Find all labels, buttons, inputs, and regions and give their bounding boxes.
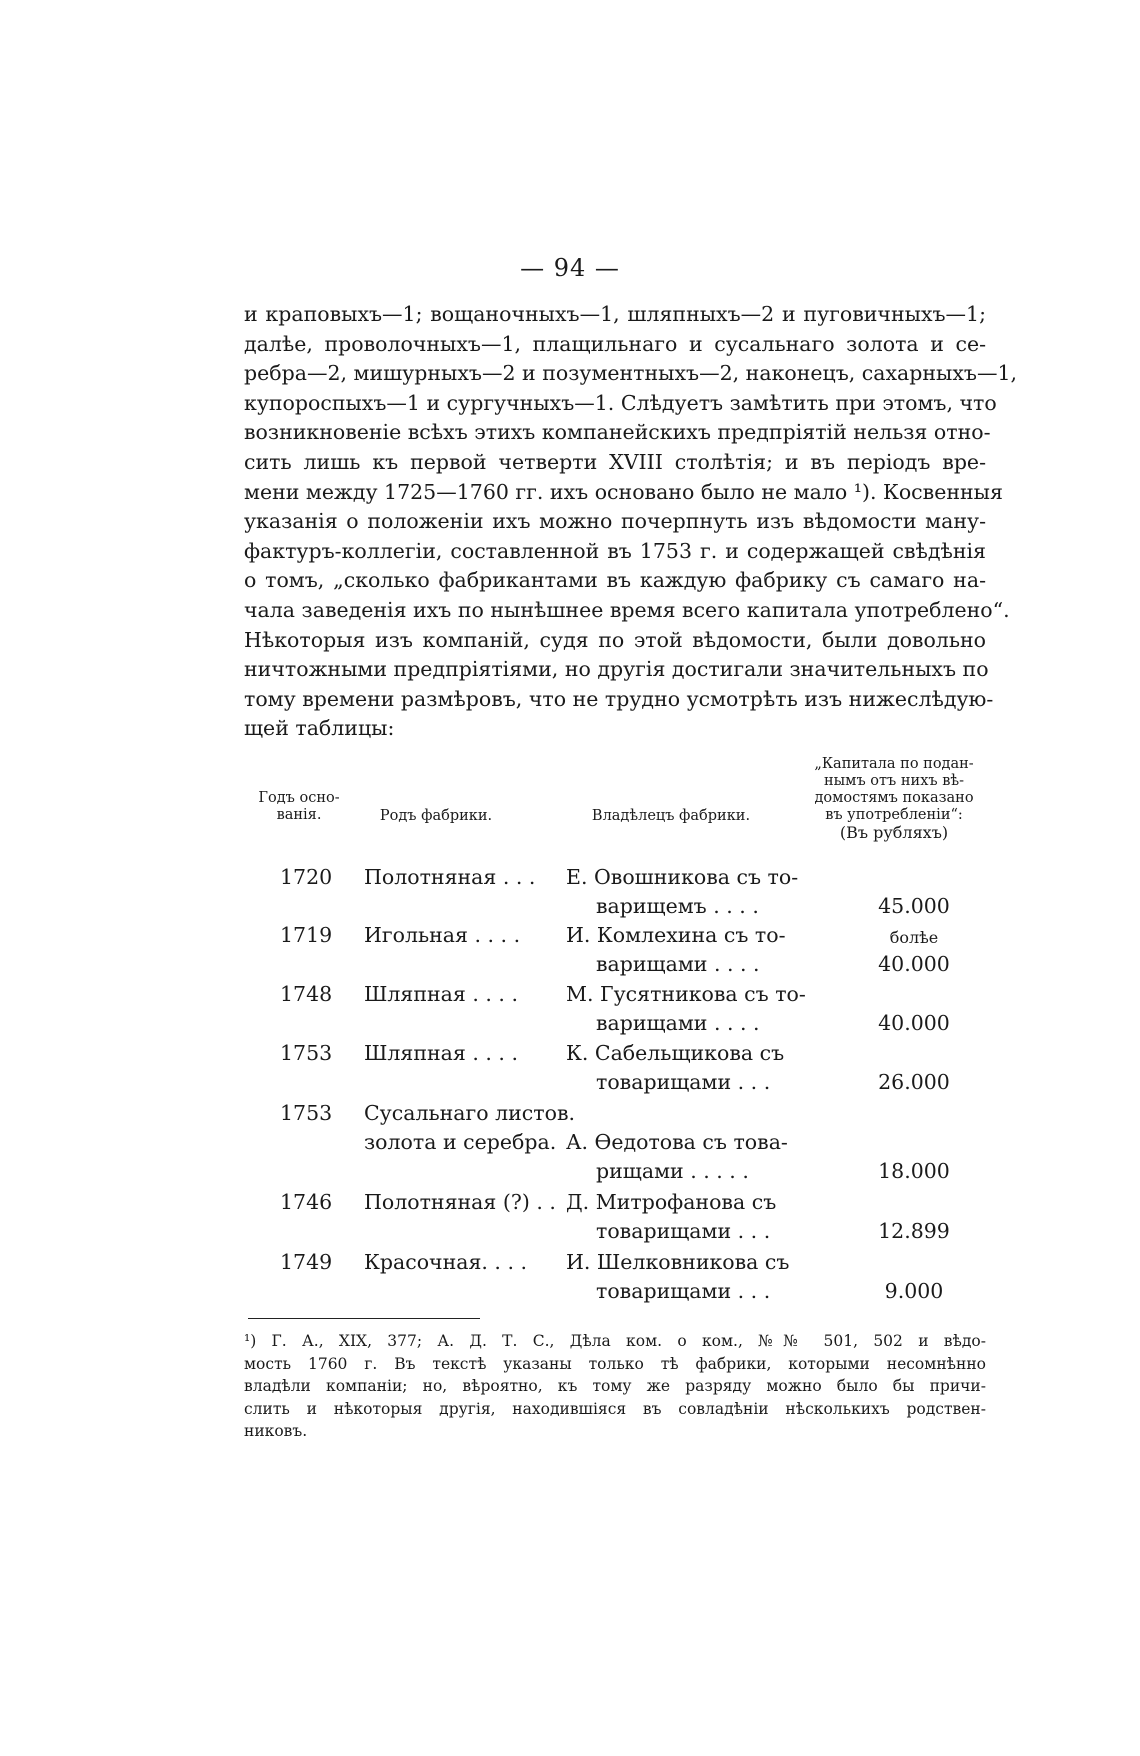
cell-year: 1720 <box>280 865 333 889</box>
text-line: далѣе, проволочныхъ—1, плащильнаго и сусальнаго золота и се- <box>244 331 986 356</box>
cell-kind: Полотняная (?) . . <box>364 1190 556 1214</box>
header-year: Годъ осно-ванія. <box>258 790 340 823</box>
text-line: сить лишь къ первой четверти XVIII столѣтія; и въ періодъ вре- <box>244 449 986 474</box>
cell-kind: Сусальнаго листов. <box>364 1101 576 1125</box>
factories-table <box>244 756 986 1307</box>
text-line: ничтожными предпріятіями, но другія достигали значительныхъ по <box>244 657 989 682</box>
header-capital <box>799 756 989 841</box>
cell-owner: И. Комлехина съ то- <box>566 923 786 947</box>
cell-value: 40.000 <box>878 1011 950 1035</box>
cell-owner-cont: товарищами . . . <box>596 1070 771 1094</box>
footnote-line: владѣли компаніи; но, вѣроятно, къ тому же разряду можно было бы причи- <box>244 1377 986 1396</box>
text-line: Нѣкоторыя изъ компаній, судя по этой вѣдомости, были довольно <box>244 627 986 652</box>
body-text <box>244 300 1018 744</box>
cell-kind: Шляпная . . . . <box>364 1041 518 1065</box>
cell-year: 1748 <box>280 982 333 1006</box>
text-line: о томъ, „сколько фабрикантами въ каждую фабрику съ самаго на- <box>244 568 986 593</box>
footnote-divider <box>248 1318 480 1319</box>
table-row <box>244 1098 986 1187</box>
header-capital-line: нымъ отъ нихъ вѣ- <box>823 773 965 789</box>
cell-owner-cont: товарищами . . . <box>596 1219 771 1243</box>
cell-owner: К. Сабельщикова съ <box>566 1041 785 1065</box>
header-capital-line: домостямъ показано <box>814 790 974 806</box>
cell-owner-cont: товарищами . . . <box>596 1279 771 1303</box>
cell-value-note: болѣе <box>889 928 939 947</box>
cell-kind: Красочная. . . . <box>364 1250 528 1274</box>
cell-kind: Шляпная . . . . <box>364 982 518 1006</box>
cell-kind: Игольная . . . . <box>364 923 521 947</box>
header-kind: Родъ фабрики. <box>379 808 493 824</box>
text-line: мени между 1725—1760 гг. ихъ основано было не мало ¹). Косвенныя <box>244 479 1003 504</box>
cell-owner-cont: варищами . . . . <box>596 952 760 976</box>
footnote-line: слить и нѣкоторыя другія, находившіяся въ совладѣніи нѣсколькихъ родствен- <box>244 1399 986 1418</box>
cell-kind: Полотняная . . . <box>364 865 536 889</box>
cell-year: 1753 <box>280 1101 333 1125</box>
cell-owner-cont: варищами . . . . <box>596 1011 760 1035</box>
header-capital-line: „Капитала по подан- <box>814 756 974 772</box>
cell-owner: А. Ѳедотова съ това- <box>566 1130 788 1154</box>
cell-value: 26.000 <box>878 1070 950 1094</box>
cell-owner: И. Шелковникова съ <box>566 1250 790 1274</box>
text-line: фактуръ-коллегіи, составленной въ 1753 г. и содержащей свѣдѣнія <box>244 538 986 563</box>
text-line: щей таблицы: <box>244 716 395 741</box>
table-row <box>244 1038 986 1098</box>
footnotes <box>244 1330 986 1443</box>
text-line: чала заведенія ихъ по нынѣшнее время всего капитала употреблено“. <box>244 597 1010 622</box>
cell-value: 45.000 <box>878 894 950 918</box>
header-owner: Владѣлецъ фабрики. <box>591 808 751 824</box>
table-row <box>244 920 986 979</box>
cell-value: 9.000 <box>884 1279 944 1303</box>
table-row <box>244 1187 986 1247</box>
header-capital-unit: (Въ рубляхъ) <box>839 823 949 842</box>
footnote-line: ¹) Г. А., XIX, 377; А. Д. Т. С., Дѣла ком. о ком., №№ 501, 502 и вѣдо- <box>244 1332 986 1350</box>
table-header <box>244 756 986 862</box>
cell-value: 12.899 <box>878 1219 950 1243</box>
cell-owner: Е. Овошникова съ то- <box>566 865 799 889</box>
cell-year: 1753 <box>280 1041 333 1065</box>
text-line: указанія о положеніи ихъ можно почерпнуть изъ вѣдомости ману- <box>244 509 986 534</box>
text-line: тому времени размѣровъ, что не трудно усмотрѣть изъ нижеслѣдую- <box>244 686 994 711</box>
page-number: — 94 — <box>520 254 620 282</box>
cell-value: 40.000 <box>878 952 950 976</box>
cell-year: 1746 <box>280 1190 333 1214</box>
cell-year: 1719 <box>280 923 333 947</box>
text-line: ребра—2, мишурныхъ—2 и позументныхъ—2, наконецъ, сахарныхъ—1, <box>244 361 1018 386</box>
cell-year: 1749 <box>280 1250 333 1274</box>
cell-value: 18.000 <box>878 1159 950 1183</box>
text-line: возникновеніе всѣхъ этихъ компанейскихъ предпріятій нельзя отно- <box>244 420 991 445</box>
text-line: купороспыхъ—1 и сургучныхъ—1. Слѣдуетъ замѣтить при этомъ, что <box>244 390 997 415</box>
footnote-line: мость 1760 г. Въ текстѣ указаны только тѣ фабрики, которыми несомнѣнно <box>244 1354 986 1373</box>
footnote-line: никовъ. <box>244 1422 308 1441</box>
table-row <box>244 979 986 1038</box>
cell-owner: Д. Митрофанова съ <box>566 1190 777 1214</box>
cell-kind-cont: золота и серебра. <box>364 1130 557 1154</box>
cell-owner-cont: варищемъ . . . . <box>596 894 759 918</box>
table-row <box>244 862 986 920</box>
cell-owner-cont: рищами . . . . . <box>596 1159 749 1183</box>
header-capital-line: въ употребленіи“: <box>825 807 963 823</box>
table-row <box>244 1247 986 1307</box>
text-line: и краповыхъ—1; вощаночныхъ—1, шляпныхъ—2 и пуговичныхъ—1; <box>244 302 986 326</box>
cell-owner: М. Гусятникова съ то- <box>566 982 806 1006</box>
